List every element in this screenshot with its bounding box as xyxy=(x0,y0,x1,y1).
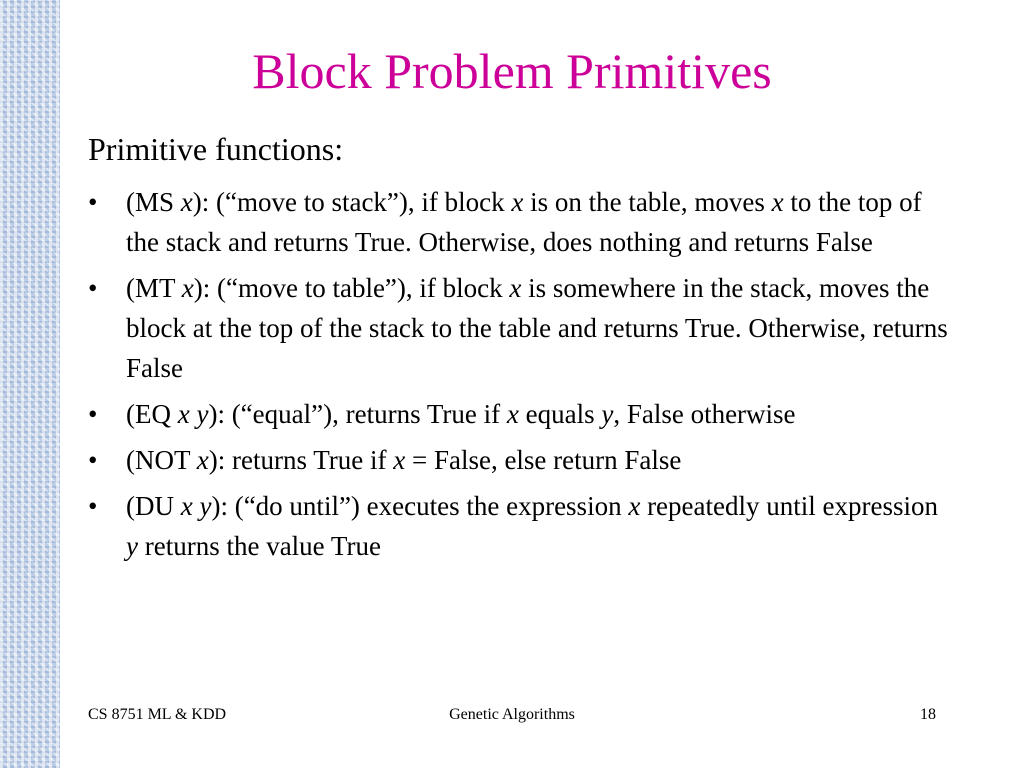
bullet-item xyxy=(88,486,948,566)
bullet-text: (DU xyxy=(126,491,181,521)
footer-page-number: 18 xyxy=(920,706,936,723)
bullet-variable: x y xyxy=(177,399,209,429)
bullet-item xyxy=(88,440,948,480)
footer-topic: Genetic Algorithms xyxy=(449,706,575,723)
bullet-text: (NOT xyxy=(126,445,197,475)
bullet-text: to the top of the stack and returns True. Otherwise, does nothing and returns False xyxy=(126,187,922,257)
bullet-text: (MT xyxy=(126,273,182,303)
bullet-text: is somewhere in the stack, moves the block at the top of the stack to the table and returns True. Otherwise, returns False xyxy=(126,273,948,383)
bullet-list xyxy=(88,182,948,572)
bullet-marker: • xyxy=(88,445,98,475)
bullet-text: ): (“move to stack”), if block xyxy=(192,187,512,217)
bullet-text: returns the value True xyxy=(137,531,381,561)
bullet-variable: x xyxy=(393,445,406,475)
bullet-text: , False otherwise xyxy=(613,399,796,429)
bullet-marker: • xyxy=(88,187,98,217)
footer-course: CS 8751 ML & KDD xyxy=(88,706,227,723)
bullet-variable: x xyxy=(511,187,524,217)
bullet-item xyxy=(88,268,948,388)
bullet-variable: x y xyxy=(180,491,212,521)
bullet-text: ): returns True if xyxy=(208,445,394,475)
bullet-text: equals xyxy=(518,399,602,429)
bullet-marker: • xyxy=(88,491,98,521)
bullet-text: repeatedly until expression xyxy=(640,491,938,521)
bullet-text: = False, else return False xyxy=(405,445,682,475)
bullet-text: ): (“move to table”), if block xyxy=(193,273,510,303)
bullet-variable: x xyxy=(506,399,519,429)
slide-title: Block Problem Primitives xyxy=(252,43,772,99)
bullet-text: ): (“do until”) executes the expression xyxy=(211,491,629,521)
bullet-variable: y xyxy=(601,399,614,429)
bullet-variable: x xyxy=(181,273,194,303)
bullet-marker: • xyxy=(88,273,98,303)
bullet-item xyxy=(88,394,948,434)
bullet-variable: x xyxy=(180,187,193,217)
bullet-text: (EQ xyxy=(126,399,178,429)
decorative-side-stripe xyxy=(0,0,60,768)
bullet-variable: y xyxy=(126,531,138,561)
slide-subtitle: Primitive functions: xyxy=(88,131,344,167)
bullet-variable: x xyxy=(509,273,522,303)
bullet-variable: x xyxy=(628,491,641,521)
bullet-variable: x xyxy=(771,187,784,217)
bullet-text: ): (“equal”), returns True if xyxy=(208,399,507,429)
bullet-marker: • xyxy=(88,399,98,429)
bullet-variable: x xyxy=(196,445,209,475)
bullet-text: is on the table, moves xyxy=(523,187,772,217)
bullet-text: (MS xyxy=(126,187,181,217)
bullet-item xyxy=(88,182,948,262)
